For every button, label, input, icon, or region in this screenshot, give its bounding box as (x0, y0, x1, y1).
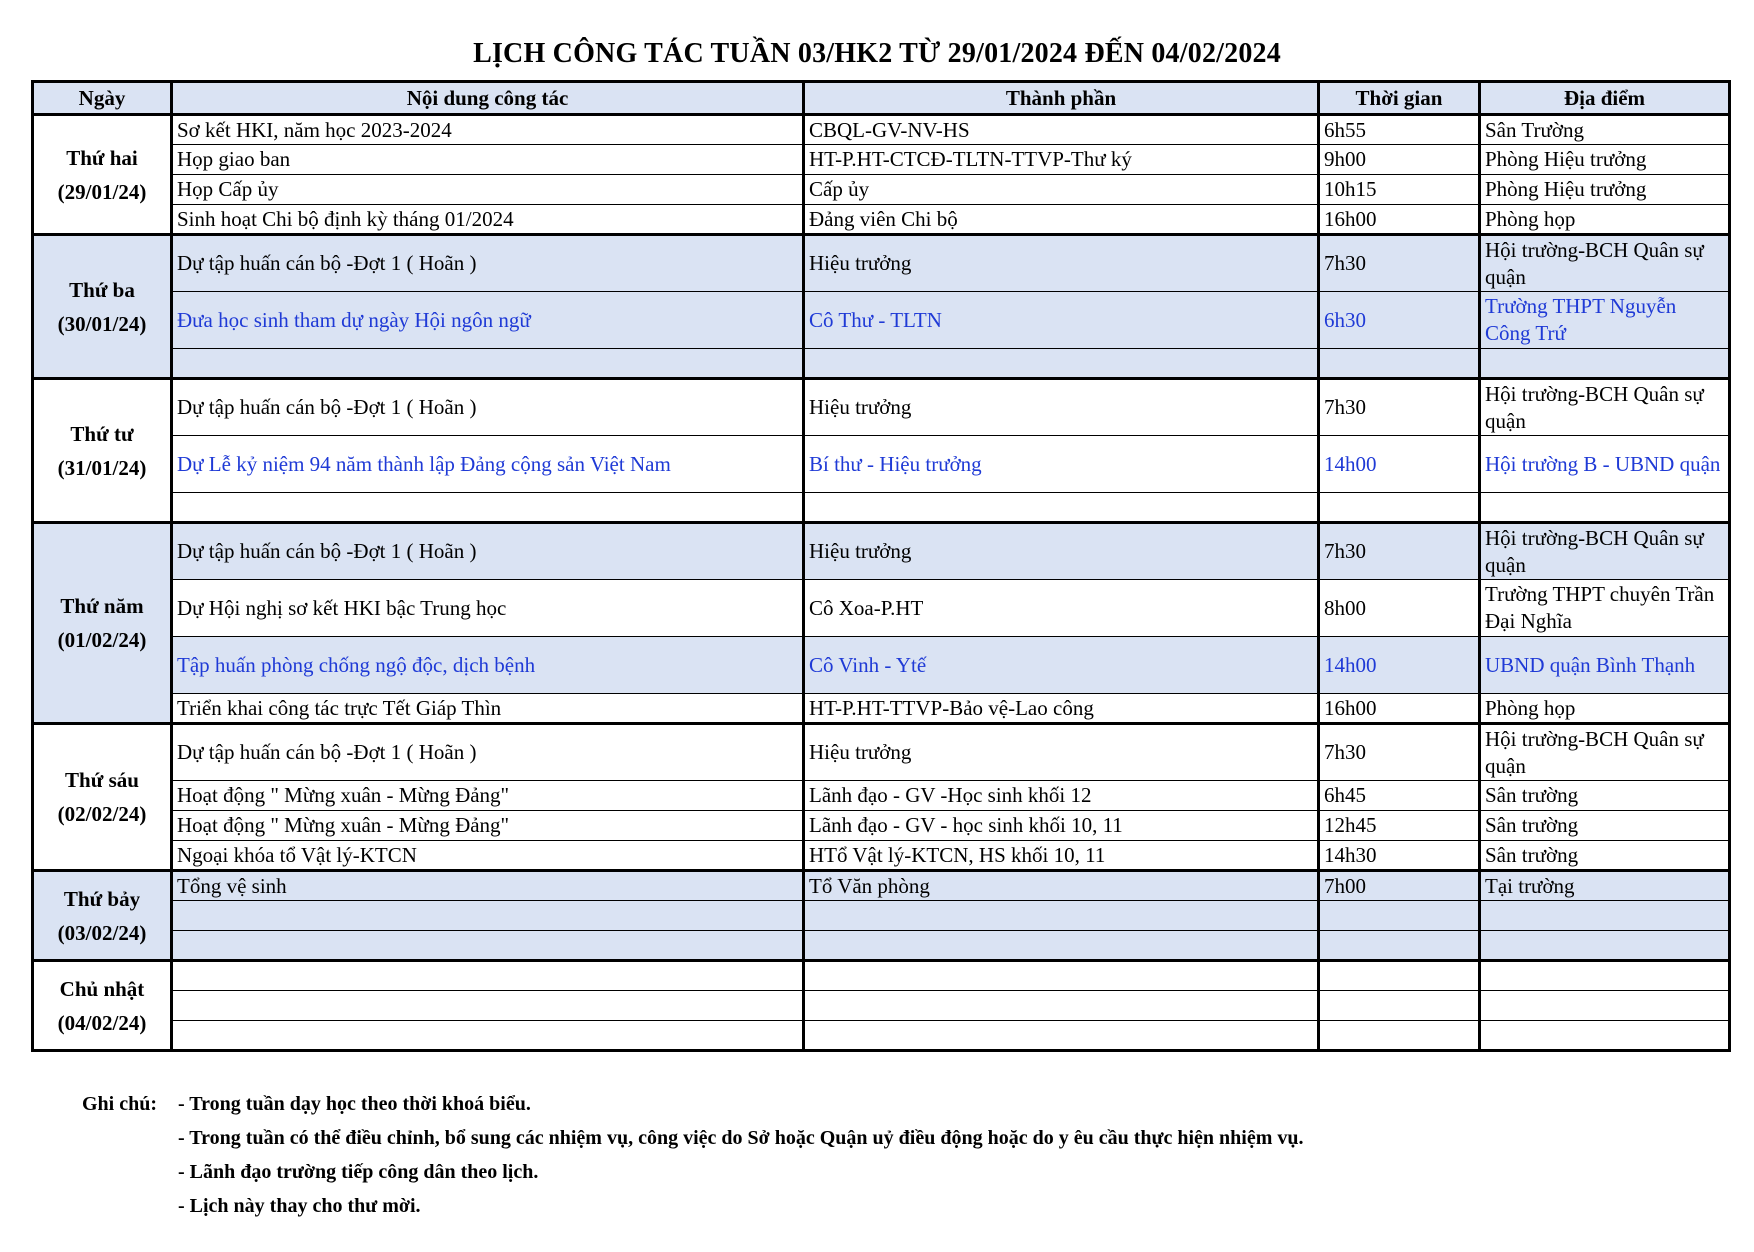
time-cell: 8h00 (1319, 580, 1480, 637)
table-row (33, 115, 1730, 145)
content-cell (172, 1021, 804, 1051)
participants-cell (804, 1021, 1319, 1051)
day-name: Thứ bảy (63, 886, 141, 911)
day-date: (29/01/24) (57, 179, 147, 204)
participants-cell: Lãnh đạo - GV -Học sinh khối 12 (804, 781, 1319, 811)
header-location: Địa điểm (1480, 82, 1730, 115)
location-cell: Sân trường (1480, 781, 1730, 811)
day-cell (33, 961, 172, 1051)
location-cell: Hội trường-BCH Quân sự quận (1480, 235, 1730, 292)
content-cell: Hoạt động " Mừng xuân - Mừng Đảng" (172, 811, 804, 841)
location-cell: UBND quận Bình Thạnh (1480, 637, 1730, 694)
table-row (33, 811, 1730, 841)
day-name: Thứ tư (70, 421, 134, 446)
location-cell (1480, 961, 1730, 991)
location-cell: Trường THPT Nguyễn Công Trứ (1480, 292, 1730, 349)
table-row (33, 841, 1730, 871)
table-row (33, 724, 1730, 781)
content-cell: Ngoại khóa tổ Vật lý-KTCN (172, 841, 804, 871)
content-cell (172, 991, 804, 1021)
day-cell (33, 235, 172, 379)
participants-cell (804, 961, 1319, 991)
time-cell: 7h30 (1319, 379, 1480, 436)
participants-cell: Hiệu trưởng (804, 379, 1319, 436)
location-cell: Phòng Hiệu trưởng (1480, 175, 1730, 205)
participants-cell: Bí thư - Hiệu trưởng (804, 436, 1319, 493)
day-cell (33, 379, 172, 523)
content-cell: Tập huấn phòng chống ngộ độc, dịch bệnh (172, 637, 804, 694)
table-row (33, 292, 1730, 349)
location-cell: Sân Trường (1480, 115, 1730, 145)
content-cell: Dự Hội nghị sơ kết HKI bậc Trung học (172, 580, 804, 637)
page-title: LỊCH CÔNG TÁC TUẦN 03/HK2 TỪ 29/01/2024 ĐẾN 04/02/2024 (473, 38, 1281, 69)
time-cell: 6h45 (1319, 781, 1480, 811)
participants-cell: Cô Xoa-P.HT (804, 580, 1319, 637)
time-cell: 10h15 (1319, 175, 1480, 205)
header-day: Ngày (33, 82, 172, 115)
header-row (33, 82, 1730, 115)
time-cell (1319, 349, 1480, 379)
location-cell: Hội trường-BCH Quân sự quận (1480, 379, 1730, 436)
participants-cell: Hiệu trưởng (804, 724, 1319, 781)
participants-cell: Cô Vinh - Ytế (804, 637, 1319, 694)
participants-cell (804, 349, 1319, 379)
location-cell (1480, 931, 1730, 961)
schedule-table (31, 80, 1731, 1052)
time-cell: 9h00 (1319, 145, 1480, 175)
time-cell (1319, 901, 1480, 931)
participants-cell: Cấp ủy (804, 175, 1319, 205)
day-name: Thứ hai (66, 145, 138, 170)
table-row (33, 349, 1730, 379)
time-cell: 12h45 (1319, 811, 1480, 841)
content-cell: Triển khai công tác trực Tết Giáp Thìn (172, 694, 804, 724)
table-row (33, 901, 1730, 931)
note-line: - Trong tuần dạy học theo thời khoá biểu. (178, 1093, 531, 1115)
participants-cell: CBQL-GV-NV-HS (804, 115, 1319, 145)
table-row (33, 175, 1730, 205)
content-cell (172, 901, 804, 931)
participants-cell: Tổ Văn phòng (804, 871, 1319, 901)
time-cell: 16h00 (1319, 694, 1480, 724)
time-cell (1319, 493, 1480, 523)
time-cell: 7h30 (1319, 523, 1480, 580)
location-cell: Phòng họp (1480, 205, 1730, 235)
table-row (33, 871, 1730, 901)
participants-cell: Đảng viên Chi bộ (804, 205, 1319, 235)
content-cell: Họp giao ban (172, 145, 804, 175)
content-cell (172, 493, 804, 523)
time-cell: 6h55 (1319, 115, 1480, 145)
header-time: Thời gian (1319, 82, 1480, 115)
table-row (33, 205, 1730, 235)
day-date: (30/01/24) (57, 311, 147, 336)
content-cell (172, 931, 804, 961)
time-cell (1319, 1021, 1480, 1051)
participants-cell (804, 493, 1319, 523)
participants-cell: HT-P.HT-CTCĐ-TLTN-TTVP-Thư ký (804, 145, 1319, 175)
location-cell: Phòng Hiệu trưởng (1480, 145, 1730, 175)
location-cell: Hội trường B - UBND quận (1480, 436, 1730, 493)
location-cell (1480, 493, 1730, 523)
table-row (33, 145, 1730, 175)
content-cell: Sinh hoạt Chi bộ định kỳ tháng 01/2024 (172, 205, 804, 235)
day-cell (33, 724, 172, 871)
location-cell (1480, 1021, 1730, 1051)
location-cell (1480, 901, 1730, 931)
table-row (33, 379, 1730, 436)
day-date: (02/02/24) (57, 802, 147, 826)
time-cell: 16h00 (1319, 205, 1480, 235)
note-line: - Lịch này thay cho thư mời. (178, 1195, 421, 1217)
content-cell (172, 349, 804, 379)
time-cell: 7h00 (1319, 871, 1480, 901)
content-cell (172, 961, 804, 991)
participants-cell: Hiệu trưởng (804, 235, 1319, 292)
table-row (33, 493, 1730, 523)
time-cell (1319, 931, 1480, 961)
time-cell: 14h30 (1319, 841, 1480, 871)
day-name: Chủ nhật (59, 976, 145, 1001)
table-row (33, 781, 1730, 811)
content-cell: Hoạt động " Mừng xuân - Mừng Đảng" (172, 781, 804, 811)
time-cell (1319, 991, 1480, 1021)
content-cell: Sơ kết HKI, năm học 2023-2024 (172, 115, 804, 145)
content-cell: Tổng vệ sinh (172, 871, 804, 901)
table-row (33, 637, 1730, 694)
table-row (33, 436, 1730, 493)
day-name: Thứ năm (60, 594, 144, 618)
time-cell: 14h00 (1319, 436, 1480, 493)
time-cell: 7h30 (1319, 235, 1480, 292)
table-row (33, 1021, 1730, 1051)
note-line: - Trong tuần có thể điều chỉnh, bổ sung các nhiệm vụ, công việc do Sở hoặc Quận uỷ điều động hoặc do y êu cầu thực hiện nhiệm vụ. (178, 1127, 1304, 1149)
participants-cell: Cô Thư - TLTN (804, 292, 1319, 349)
location-cell (1480, 991, 1730, 1021)
table-row (33, 580, 1730, 637)
day-date: (03/02/24) (57, 920, 147, 945)
participants-cell: Lãnh đạo - GV - học sinh khối 10, 11 (804, 811, 1319, 841)
participants-cell (804, 901, 1319, 931)
header-content: Nội dung công tác (172, 82, 804, 115)
table-row (33, 991, 1730, 1021)
day-name: Thứ ba (69, 277, 135, 302)
day-date: (01/02/24) (57, 628, 147, 652)
table-row (33, 931, 1730, 961)
location-cell: Hội trường-BCH Quân sự quận (1480, 724, 1730, 781)
table-row (33, 235, 1730, 292)
location-cell (1480, 349, 1730, 379)
day-date: (31/01/24) (57, 455, 147, 480)
content-cell: Dự tập huấn cán bộ -Đợt 1 ( Hoãn ) (172, 235, 804, 292)
time-cell (1319, 961, 1480, 991)
participants-cell (804, 931, 1319, 961)
content-cell: Đưa học sinh tham dự ngày Hội ngôn ngữ (172, 292, 804, 349)
participants-cell: Hiệu trưởng (804, 523, 1319, 580)
time-cell: 6h30 (1319, 292, 1480, 349)
participants-cell (804, 991, 1319, 1021)
location-cell: Tại trường (1480, 871, 1730, 901)
content-cell: Dự Lễ kỷ niệm 94 năm thành lập Đảng cộng sản Việt Nam (172, 436, 804, 493)
location-cell: Sân trường (1480, 811, 1730, 841)
note-line: - Lãnh đạo trường tiếp công dân theo lịch. (178, 1161, 539, 1183)
content-cell: Dự tập huấn cán bộ -Đợt 1 ( Hoãn ) (172, 523, 804, 580)
location-cell: Phòng họp (1480, 694, 1730, 724)
location-cell: Hội trường-BCH Quân sự quận (1480, 523, 1730, 580)
participants-cell: HT-P.HT-TTVP-Bảo vệ-Lao công (804, 694, 1319, 724)
participants-cell: HTổ Vật lý-KTCN, HS khối 10, 11 (804, 841, 1319, 871)
day-name: Thứ sáu (65, 768, 139, 792)
location-cell: Sân trường (1480, 841, 1730, 871)
header-participants: Thành phần (804, 82, 1319, 115)
time-cell: 7h30 (1319, 724, 1480, 781)
day-date: (04/02/24) (57, 1010, 147, 1035)
table-row (33, 523, 1730, 580)
location-cell: Trường THPT chuyên Trần Đại Nghĩa (1480, 580, 1730, 637)
notes-label: Ghi chú: (82, 1093, 158, 1115)
content-cell: Họp Cấp ủy (172, 175, 804, 205)
content-cell: Dự tập huấn cán bộ -Đợt 1 ( Hoãn ) (172, 379, 804, 436)
time-cell: 14h00 (1319, 637, 1480, 694)
table-row (33, 961, 1730, 991)
day-cell (33, 115, 172, 235)
content-cell: Dự tập huấn cán bộ -Đợt 1 ( Hoãn ) (172, 724, 804, 781)
table-row (33, 694, 1730, 724)
day-cell (33, 523, 172, 724)
day-cell (33, 871, 172, 961)
